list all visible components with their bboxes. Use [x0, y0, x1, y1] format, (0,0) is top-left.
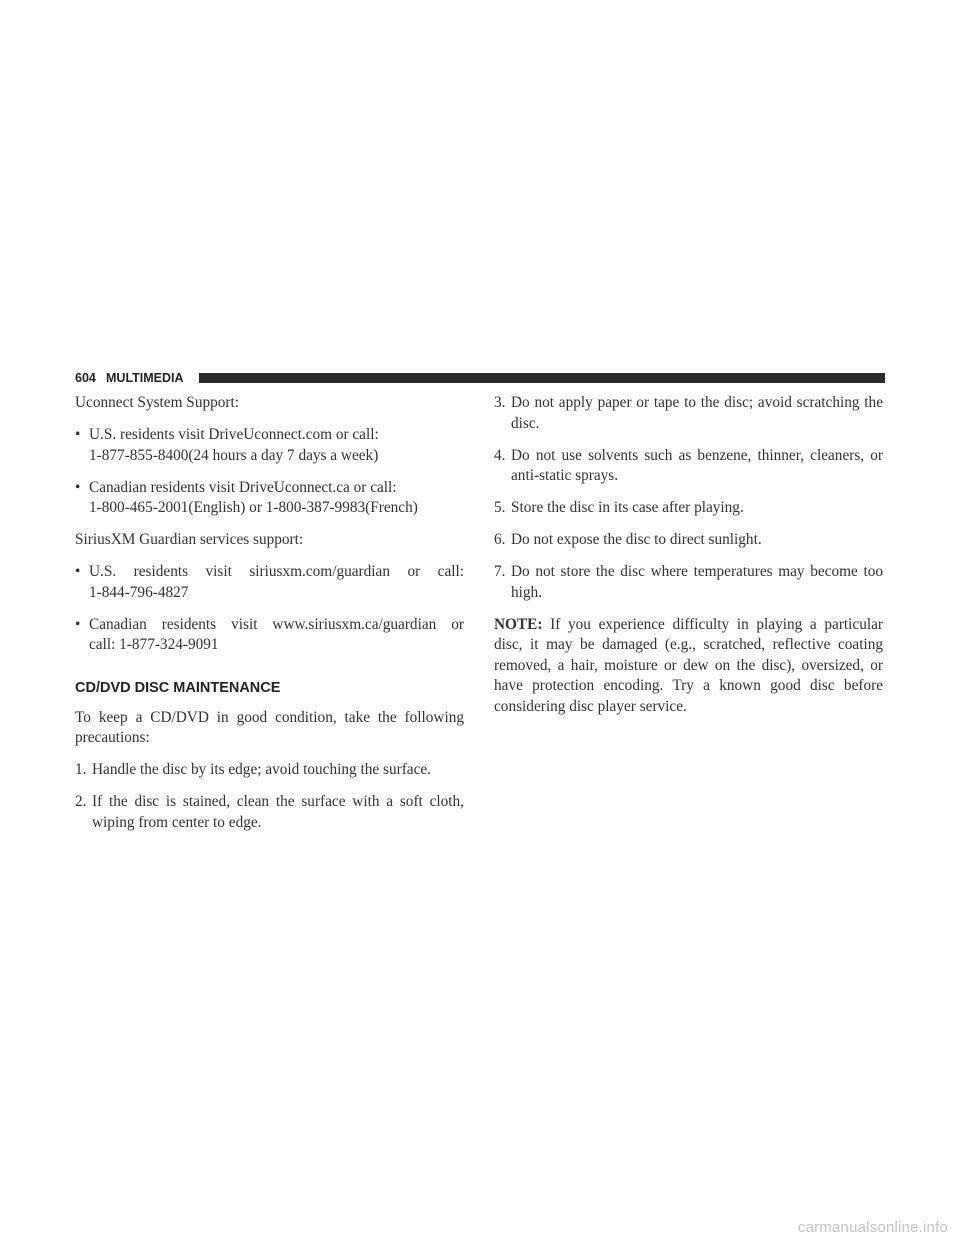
bullet-icon: •: [75, 563, 81, 580]
bullet-line: Canadian residents visit www.siriusxm.ca/guardian or: [89, 615, 464, 633]
siriusxm-support-title: SiriusXM Guardian services support:: [75, 531, 304, 548]
page-header: [75, 369, 885, 387]
bullet-line: Canadian residents visit DriveUconnect.ca or call:: [89, 478, 397, 496]
step-number: 3.: [494, 394, 506, 411]
step-text: Store the disc in its case after playing.: [511, 499, 744, 516]
bullet-line: U.S. residents visit siriusxm.com/guardian or call:: [89, 563, 464, 580]
list-item: [75, 615, 464, 656]
list-item: [494, 498, 883, 519]
list-item: [494, 530, 883, 551]
page-number: 604: [75, 371, 96, 385]
header-rule: [199, 373, 885, 383]
list-item: [75, 562, 464, 603]
note-text: If you experience difficulty in playing a particular disc, it may be damaged (e.g., scratched, reflective coating removed, a hair, moisture or dew on the disc), oversized, or have protection encoding. Try a known good disc before considering disc player service.: [494, 615, 883, 715]
list-item: [494, 562, 883, 603]
step-number: 6.: [494, 531, 506, 548]
step-text: Handle the disc by its edge; avoid touching the surface.: [92, 761, 431, 778]
step-text: If the disc is stained, clean the surface with a soft cloth, wiping from center to edge.: [92, 793, 464, 831]
note-label: NOTE:: [494, 615, 543, 633]
list-item: [75, 792, 464, 833]
bullet-line: 1-800-465-2001(English) or 1-800-387-9983(French): [89, 499, 418, 516]
section-heading: CD/DVD DISC MAINTENANCE: [75, 679, 281, 696]
list-item: [494, 446, 883, 487]
step-number: 7.: [494, 563, 506, 580]
left-column: [75, 393, 464, 845]
list-item: [75, 478, 464, 519]
step-number: 5.: [494, 499, 506, 516]
step-number: 4.: [494, 446, 506, 464]
bullet-icon: •: [75, 478, 81, 496]
bullet-line: U.S. residents visit DriveUconnect.com or call:: [89, 426, 379, 443]
bullet-icon: •: [75, 426, 81, 443]
bullet-line: 1-877-855-8400(24 hours a day 7 days a week): [89, 446, 379, 464]
watermark: carmanualsonline.info: [797, 1219, 948, 1236]
list-item: [494, 393, 883, 434]
intro-paragraph: To keep a CD/DVD in good condition, take the following precautions:: [75, 708, 464, 746]
list-item: [75, 425, 464, 466]
step-text: Do not expose the disc to direct sunlight.: [511, 531, 762, 548]
bullet-line: call: 1-877-324-9091: [89, 636, 219, 653]
bullet-line: 1-844-796-4827: [89, 583, 189, 601]
step-text: Do not store the disc where temperatures may become too high.: [511, 563, 883, 601]
step-text: Do not apply paper or tape to the disc; avoid scratching the disc.: [511, 394, 883, 432]
uconnect-support-title: Uconnect System Support:: [75, 394, 240, 411]
list-item: [75, 760, 464, 781]
section-title: MULTIMEDIA: [106, 371, 184, 385]
right-column: [494, 393, 883, 729]
step-number: 1.: [75, 761, 87, 778]
step-number: 2.: [75, 793, 87, 810]
step-text: Do not use solvents such as benzene, thinner, cleaners, or anti-static sprays.: [511, 446, 883, 484]
note-paragraph: [494, 615, 883, 718]
bullet-icon: •: [75, 615, 81, 633]
